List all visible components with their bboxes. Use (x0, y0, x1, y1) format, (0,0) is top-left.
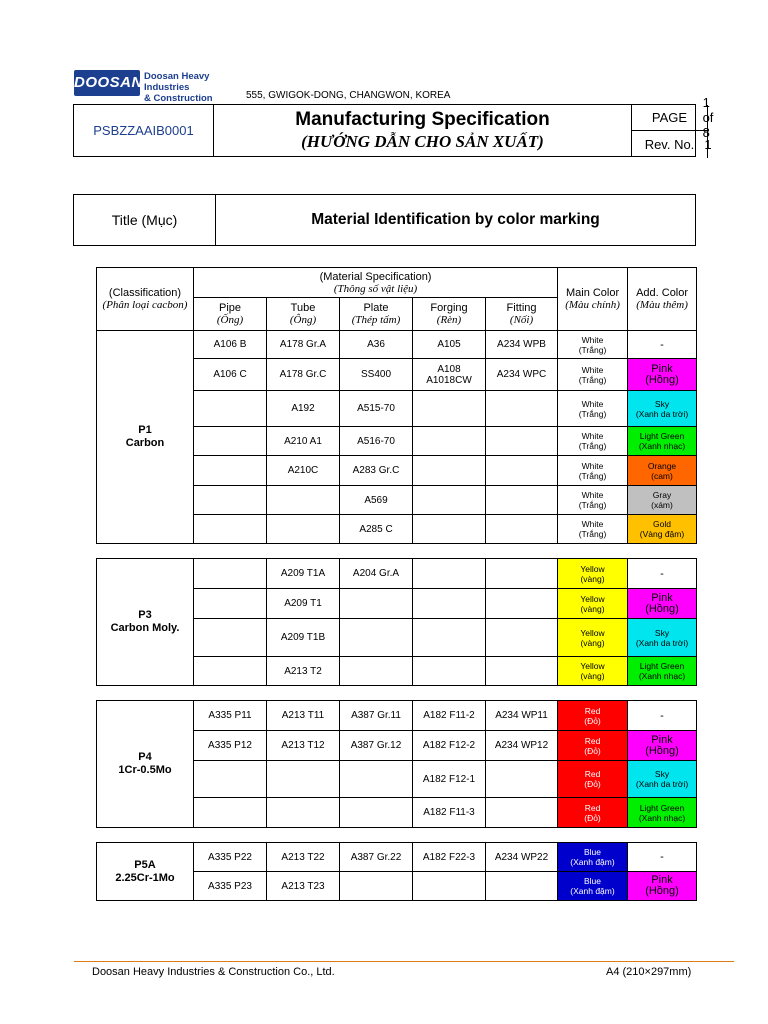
classification-name: P4 (138, 751, 152, 763)
tube-cell (267, 761, 340, 798)
forging-cell (413, 589, 486, 619)
add-color-cell-name: - (660, 567, 664, 580)
add-color-cell-name: Gray (652, 490, 672, 500)
main-color-cell-name: White (581, 519, 604, 529)
material-spec-header (194, 268, 558, 298)
main-color-cell-name: White (581, 460, 604, 471)
forging-cell (413, 619, 486, 657)
plate-cell (340, 761, 413, 798)
main-color-cell (558, 872, 628, 901)
pipe-cell (194, 486, 267, 515)
main-color-cell-name-vi: (Xanh đậm) (570, 857, 615, 867)
tube-cell (267, 486, 340, 515)
plate-header-en: Plate (363, 302, 389, 314)
add-color-cell-name-vi: (Hồng) (645, 602, 679, 615)
main-color-cell-name: Red (584, 705, 601, 716)
main-color-cell-name-vi: (vàng) (580, 573, 605, 584)
footer-divider (74, 961, 734, 962)
fitting-cell: A234 WP22 (486, 843, 558, 872)
classification-header (97, 268, 194, 331)
fitting-cell: A234 WP11 (486, 701, 558, 731)
forging-cell (413, 872, 486, 901)
classification-cell (97, 559, 194, 686)
main-color-cell-name: Red (584, 802, 601, 813)
plate-header (340, 298, 413, 331)
plate-cell: A36 (340, 331, 413, 359)
forging-cell: A182 F11-2 (413, 701, 486, 731)
forging-cell (413, 456, 486, 486)
classification-sub: Carbon Moly. (110, 622, 180, 634)
add-color-cell-name: Light Green (639, 661, 685, 671)
fitting-cell (486, 761, 558, 798)
plate-cell (340, 619, 413, 657)
main-color-cell-name-vi: (Đỏ) (584, 812, 601, 823)
main-color-cell (558, 761, 628, 798)
forging-cell-line: A108 (437, 363, 461, 375)
forging-cell: A182 F12-1 (413, 761, 486, 798)
pipe-cell (194, 391, 267, 427)
add-color-cell-name: Pink (651, 591, 673, 604)
add-color-header-en: Add. Color (636, 287, 689, 299)
add-color-cell (628, 359, 697, 391)
document-title: Manufacturing Specification (295, 109, 550, 130)
pipe-cell: A335 P23 (194, 872, 267, 901)
add-color-cell-name-vi: (xám) (651, 500, 673, 510)
plate-cell: A515-70 (340, 391, 413, 427)
plate-cell: A516-70 (340, 427, 413, 456)
fitting-cell (486, 559, 558, 589)
tube-header-vi: (Ông) (289, 314, 317, 326)
add-color-cell-name-vi: (Xanh nhạc) (638, 812, 686, 823)
tube-cell: A192 (267, 391, 340, 427)
add-color-header-vi: (Màu thêm) (636, 299, 688, 311)
forging-cell (413, 427, 486, 456)
footer-company: Doosan Heavy Industries & Construction Co., Ltd. (92, 966, 335, 978)
main-color-cell (558, 515, 628, 544)
add-color-cell-name-vi: (Xanh da trời) (635, 637, 689, 648)
add-color-cell-name: Pink (651, 874, 673, 886)
fitting-cell (486, 456, 558, 486)
add-color-cell-name: - (660, 709, 664, 722)
main-color-cell-name-vi: (Đỏ) (584, 745, 601, 756)
page-label: PAGE (632, 105, 708, 131)
main-color-cell (558, 798, 628, 828)
main-color-cell-name: White (581, 398, 604, 409)
forging-cell (413, 657, 486, 686)
main-color-cell (558, 731, 628, 761)
add-color-header (628, 268, 697, 331)
classification-sub: 1Cr-0.5Mo (118, 764, 172, 776)
main-color-cell (558, 456, 628, 486)
material-spec-header-en: (Material Specification) (319, 270, 432, 283)
company-logo (74, 68, 242, 104)
pipe-cell (194, 761, 267, 798)
main-color-cell-name-vi: (vàng) (580, 671, 605, 681)
title-label: Title (Mục) (74, 195, 216, 245)
forging-cell (413, 486, 486, 515)
tube-header (267, 298, 340, 331)
add-color-cell (628, 427, 697, 456)
footer-paper-size: A4 (210×297mm) (606, 966, 692, 978)
fitting-cell (486, 486, 558, 515)
main-color-cell-name-vi: (Trắng) (578, 500, 607, 510)
main-color-cell (558, 391, 628, 427)
add-color-cell (628, 559, 697, 589)
add-color-cell (628, 872, 697, 901)
add-color-cell-name-vi: (Xanh nhạc) (638, 441, 686, 451)
title-value: Material Identification by color marking (311, 211, 600, 228)
add-color-cell-name: Gold (653, 519, 671, 529)
tube-cell: A213 T11 (267, 701, 340, 731)
plate-cell: SS400 (340, 359, 413, 391)
table-row (97, 331, 697, 359)
tube-cell: A209 T1 (267, 589, 340, 619)
main-color-cell (558, 589, 628, 619)
main-color-cell (558, 486, 628, 515)
main-color-cell-name: Yellow (580, 661, 605, 671)
pipe-cell: A335 P22 (194, 843, 267, 872)
add-color-cell-name: Sky (654, 627, 670, 638)
classification-header-en: (Classification) (108, 287, 182, 299)
group-table-p5a (96, 842, 697, 901)
document-code: PSBZZAAIB0001 (74, 105, 214, 156)
main-color-cell-name-vi: (Trắng) (578, 344, 607, 355)
add-color-cell (628, 391, 697, 427)
main-color-cell (558, 559, 628, 589)
main-color-cell-name: White (581, 334, 604, 345)
add-color-cell-name: Sky (654, 398, 670, 409)
logo-line-2: & Construction (144, 93, 213, 104)
group-table-p4 (96, 700, 697, 828)
forging-cell (413, 515, 486, 544)
add-color-cell (628, 331, 697, 359)
add-color-cell (628, 589, 697, 619)
main-color-cell (558, 657, 628, 686)
logo-text (144, 71, 242, 104)
classification-cell (97, 701, 194, 828)
add-color-cell-name: - (660, 338, 664, 351)
plate-cell (340, 589, 413, 619)
add-color-cell-name-vi: (Xanh nhạc) (638, 671, 686, 681)
pipe-header-vi: (Ống) (216, 314, 244, 326)
main-color-cell-name: White (581, 431, 604, 441)
company-address: 555, GWIGOK-DONG, CHANGWON, KOREA (246, 90, 451, 101)
add-color-cell-name: Orange (647, 460, 677, 471)
main-color-cell-name: Red (584, 769, 601, 779)
tube-cell: A213 T2 (267, 657, 340, 686)
main-color-cell-name-vi: (Trắng) (578, 408, 607, 419)
logo-mark: DOOSAN (74, 70, 140, 96)
pipe-cell (194, 589, 267, 619)
table-row (97, 559, 697, 589)
document-title-vi: (HƯỚNG DẪN CHO SẢN XUẤT) (301, 132, 544, 151)
plate-cell: A285 C (340, 515, 413, 544)
document-title-block (214, 105, 632, 156)
add-color-cell-name: - (660, 851, 664, 863)
group-table-p3 (96, 558, 697, 686)
logo-line-1: Doosan Heavy Industries (144, 71, 210, 93)
add-color-cell (628, 657, 697, 686)
pipe-cell: A335 P12 (194, 731, 267, 761)
main-color-cell (558, 843, 628, 872)
classification-name: P1 (138, 424, 152, 436)
forging-cell: A182 F11-3 (413, 798, 486, 828)
fitting-cell (486, 427, 558, 456)
add-color-cell-name-vi: (Vàng đậm) (639, 529, 685, 539)
add-color-cell (628, 456, 697, 486)
plate-cell: A387 Gr.12 (340, 731, 413, 761)
table-row (97, 843, 697, 872)
pipe-cell: A106 B (194, 331, 267, 359)
tube-cell: A210C (267, 456, 340, 486)
tube-cell (267, 515, 340, 544)
add-color-cell-name: Pink (651, 733, 673, 746)
tube-cell: A213 T12 (267, 731, 340, 761)
main-color-header-en: Main Color (565, 287, 620, 299)
classification-cell (97, 331, 194, 544)
plate-cell (340, 872, 413, 901)
pipe-cell (194, 456, 267, 486)
main-color-cell (558, 701, 628, 731)
forging-cell (413, 359, 486, 391)
pipe-cell (194, 427, 267, 456)
tube-cell: A209 T1A (267, 559, 340, 589)
add-color-cell-name-vi: (Xanh da trời) (635, 408, 689, 419)
main-color-cell-name-vi: (Trắng) (578, 374, 607, 385)
add-color-cell-name: Light Green (639, 802, 685, 813)
add-color-cell-name-vi: (Hồng) (645, 885, 679, 897)
add-color-cell-name: Pink (651, 362, 673, 375)
fitting-header-en: Fitting (506, 302, 537, 314)
tube-cell: A213 T22 (267, 843, 340, 872)
pipe-cell (194, 798, 267, 828)
forging-header-vi: (Rèn) (436, 314, 462, 326)
add-color-cell (628, 619, 697, 657)
forging-cell-line: A1018CW (426, 374, 472, 386)
pipe-header (194, 298, 267, 331)
forging-cell (413, 559, 486, 589)
main-color-cell-name: Yellow (580, 593, 605, 604)
fitting-cell (486, 391, 558, 427)
add-color-cell-name-vi: (Hồng) (645, 373, 679, 386)
add-color-cell (628, 761, 697, 798)
tube-cell: A178 Gr.C (267, 359, 340, 391)
forging-header-en: Forging (430, 302, 468, 314)
group-table-p1 (96, 330, 697, 544)
main-color-cell-name-vi: (Trắng) (578, 529, 607, 539)
add-color-cell-name: Light Green (639, 431, 685, 441)
main-color-cell-name-vi: (vàng) (580, 637, 605, 648)
fitting-cell: A234 WPB (486, 331, 558, 359)
add-color-cell (628, 701, 697, 731)
rev-label: Rev. No. (632, 131, 708, 158)
pipe-cell: A335 P11 (194, 701, 267, 731)
main-color-cell-name-vi: (vàng) (580, 603, 605, 614)
add-color-cell (628, 798, 697, 828)
table-row (97, 701, 697, 731)
main-color-cell-name: Blue (583, 876, 601, 886)
plate-header-vi: (Thép tấm) (351, 314, 401, 326)
classification-sub: Carbon (125, 437, 165, 449)
fitting-cell (486, 872, 558, 901)
spec-table-header (96, 267, 697, 331)
pipe-header-en: Pipe (218, 302, 242, 314)
classification-sub: 2.25Cr-1Mo (115, 871, 175, 884)
fitting-cell (486, 798, 558, 828)
main-color-cell (558, 331, 628, 359)
add-color-cell-name-vi: (cam) (651, 470, 673, 481)
main-color-cell-name-vi: (Xanh đậm) (570, 886, 615, 896)
forging-cell: A182 F22-3 (413, 843, 486, 872)
tube-cell: A178 Gr.A (267, 331, 340, 359)
main-color-cell-name: White (581, 364, 604, 375)
title-box (73, 194, 696, 246)
fitting-cell: A234 WPC (486, 359, 558, 391)
document-header: PSBZZAAIB0001 Manufacturing Specification (HƯỚNG DẪN CHO SẢN XUẤT) PAGE 1 of 8 Rev. No. 1 (73, 104, 696, 157)
main-color-cell-name: Yellow (580, 563, 605, 574)
fitting-header-vi: (Nối) (509, 314, 534, 326)
fitting-header (486, 298, 558, 331)
main-color-cell-name-vi: (Đỏ) (584, 779, 601, 789)
main-color-cell-name-vi: (Trắng) (578, 441, 607, 451)
main-color-cell (558, 619, 628, 657)
main-color-cell (558, 427, 628, 456)
material-spec-header-vi: (Thông số vật liệu) (333, 282, 418, 295)
main-color-cell-name: Blue (583, 847, 601, 857)
add-color-cell-name-vi: (Hồng) (645, 744, 679, 757)
classification-name: P3 (138, 609, 152, 621)
main-color-cell-name: Red (584, 735, 601, 746)
classification-name: P5A (134, 858, 156, 871)
pipe-cell (194, 619, 267, 657)
main-color-cell-name-vi: (Trắng) (578, 470, 607, 481)
tube-cell: A210 A1 (267, 427, 340, 456)
plate-cell: A569 (340, 486, 413, 515)
forging-cell: A182 F12-2 (413, 731, 486, 761)
pipe-cell (194, 559, 267, 589)
tube-cell (267, 798, 340, 828)
main-color-cell-name: Yellow (580, 627, 605, 638)
forging-header (413, 298, 486, 331)
pipe-cell (194, 515, 267, 544)
add-color-cell (628, 731, 697, 761)
fitting-cell (486, 515, 558, 544)
classification-header-vi: (Phân loại cacbon) (102, 299, 188, 311)
plate-cell (340, 657, 413, 686)
plate-cell: A387 Gr.22 (340, 843, 413, 872)
plate-cell: A387 Gr.11 (340, 701, 413, 731)
forging-cell: A105 (413, 331, 486, 359)
tube-cell: A209 T1B (267, 619, 340, 657)
pipe-cell (194, 657, 267, 686)
classification-cell (97, 843, 194, 901)
plate-cell: A283 Gr.C (340, 456, 413, 486)
main-color-header-vi: (Màu chính) (565, 299, 620, 311)
forging-cell (413, 391, 486, 427)
plate-cell (340, 798, 413, 828)
fitting-cell (486, 619, 558, 657)
add-color-cell-name-vi: (Xanh da trời) (635, 779, 689, 789)
tube-header-en: Tube (290, 302, 316, 314)
tube-cell: A213 T23 (267, 872, 340, 901)
add-color-cell (628, 486, 697, 515)
fitting-cell (486, 657, 558, 686)
add-color-cell (628, 515, 697, 544)
main-color-cell (558, 359, 628, 391)
pipe-cell: A106 C (194, 359, 267, 391)
main-color-cell-name-vi: (Đỏ) (584, 715, 601, 726)
plate-cell: A204 Gr.A (340, 559, 413, 589)
fitting-cell (486, 589, 558, 619)
main-color-header (558, 268, 628, 331)
fitting-cell: A234 WP12 (486, 731, 558, 761)
add-color-cell (628, 843, 697, 872)
main-color-cell-name: White (581, 490, 604, 500)
add-color-cell-name: Sky (654, 769, 670, 779)
